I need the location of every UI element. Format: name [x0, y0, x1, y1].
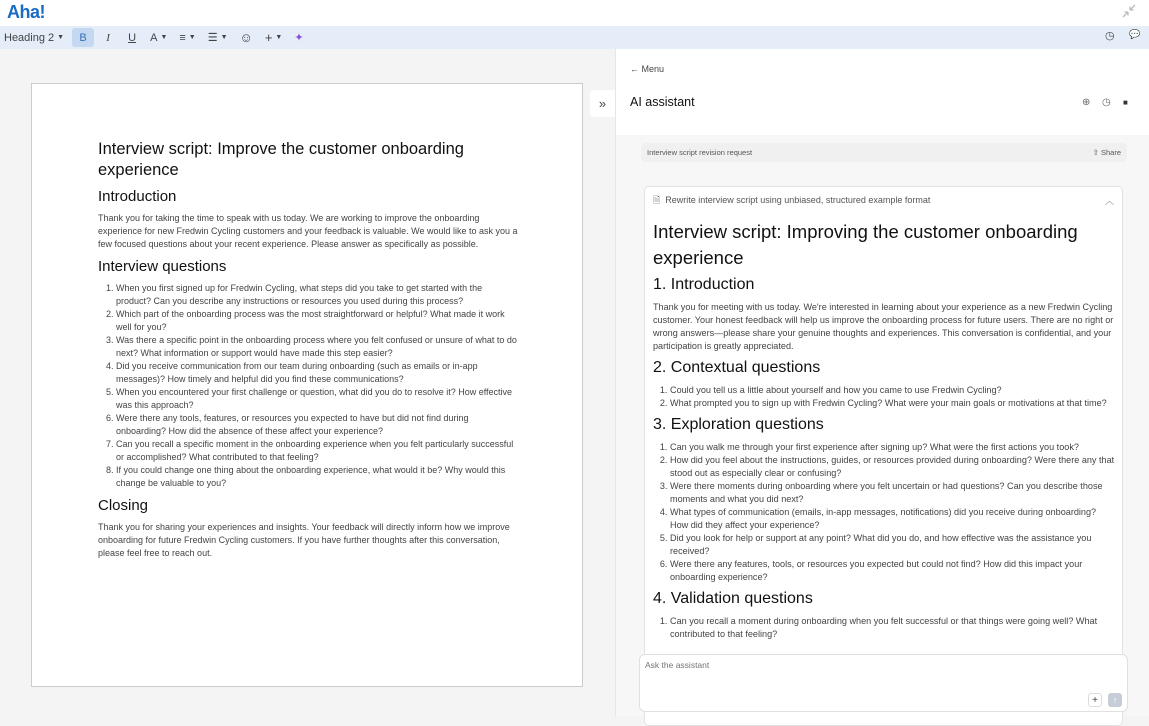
- list-item: 3. Was there a specific point in the onboarding process where you felt confused or unsure of what to do next? What information or support would have made this step easier?: [116, 334, 518, 360]
- collapse-icon[interactable]: [1122, 4, 1138, 20]
- aha-logo[interactable]: Aha!: [7, 2, 45, 22]
- assistant-header: [616, 49, 1149, 135]
- chevron-down-icon: ▼: [57, 34, 65, 41]
- validation-list: [653, 615, 1115, 641]
- ask-box: [639, 654, 1128, 712]
- chevron-down-icon: ▼: [160, 34, 168, 41]
- list-item: 3. Were there moments during onboarding where you felt uncertain or had questions? Can you describe those moments and what you did next?: [670, 480, 1115, 506]
- list-item: 7. Can you recall a specific moment in the onboarding experience when you felt particularly successful or accomplished? What contributed to that feeling?: [116, 438, 518, 464]
- response-title: Interview script: Improving the customer onboarding experience: [653, 221, 1078, 268]
- document-title: Interview script: Improve the customer onboarding experience: [98, 140, 464, 179]
- list-item: 1. When you first signed up for Fredwin Cycling, what steps did you take to get started with the product? Can you describe any instructions or resources you used during this process?: [116, 282, 518, 308]
- heading-introduction: 1. Introduction: [653, 276, 755, 293]
- intro-paragraph: Thank you for meeting with us today. We're interested in learning about your experience as a new Fredwin Cycling customer. Your honest feedback will help us improve the onboarding process for future users. There are no right or wrong answers—please share your genuine thoughts and experiences. This conversation is confidential, and your participation is greatly appreciated.: [653, 302, 1114, 351]
- heading-introduction: Introduction: [98, 188, 177, 205]
- assistant-title: AI assistant: [630, 95, 695, 109]
- list-item: 1. Can you recall a moment during onboarding when you felt successful or that things were going well? What contributed to that feeling?: [670, 615, 1115, 641]
- editor-toolbar: [0, 26, 1149, 49]
- list-icon: ☰: [207, 32, 218, 44]
- bold-button[interactable]: B: [72, 28, 94, 47]
- text-style-select[interactable]: [0, 28, 68, 47]
- list-item: 1. Can you walk me through your first experience after signing up? What were the first actions you took?: [670, 441, 1115, 454]
- chevron-down-icon: ▼: [188, 34, 196, 41]
- assistant-response-card: [644, 186, 1123, 726]
- document-icon: 🗎: [653, 194, 661, 205]
- list-button[interactable]: [204, 28, 232, 47]
- history-icon[interactable]: ◷: [1102, 97, 1111, 108]
- send-button[interactable]: ↑: [1108, 693, 1122, 707]
- heading-contextual: 2. Contextual questions: [653, 359, 821, 376]
- text-color-button[interactable]: [146, 28, 171, 47]
- heading-exploration: 3. Exploration questions: [653, 416, 824, 433]
- share-button[interactable]: ⇧ Share: [1092, 148, 1121, 157]
- top-bar: [0, 0, 1149, 26]
- align-button[interactable]: [175, 28, 199, 47]
- list-item: 4. What types of communication (emails, in-app messages, notifications) did you receive during onboarding? How did they affect your experience?: [670, 506, 1115, 532]
- text-color-icon: A: [150, 31, 158, 44]
- new-chat-icon[interactable]: ⊕: [1082, 97, 1091, 108]
- text-style-label: Heading 2: [4, 31, 55, 44]
- list-item: 2. Which part of the onboarding process was the most straightforward or helpful? What made it work well for you?: [116, 308, 518, 334]
- emoji-button[interactable]: ☺: [239, 30, 253, 45]
- expand-panel-button[interactable]: »: [590, 90, 615, 117]
- heading-interview-questions: Interview questions: [98, 258, 227, 275]
- list-item: 5. Did you look for help or support at any point? What did you do, and how effective was the assistance you received?: [670, 532, 1115, 558]
- menu-back-link[interactable]: ← Menu: [630, 64, 665, 74]
- heading-closing: Closing: [98, 497, 149, 514]
- list-item: 8. If you could change one thing about the onboarding experience, what would it be? Why would this change be valuable to you?: [116, 464, 518, 490]
- list-item: 2. What prompted you to sign up with Fredwin Cycling? What were your main goals or motivations at that time?: [670, 397, 1115, 410]
- history-icon[interactable]: ◷: [1105, 30, 1115, 42]
- chevron-down-icon: ▼: [220, 34, 228, 41]
- list-item: 1. Could you tell us a little about yourself and how you came to use Fredwin Cycling?: [670, 384, 1115, 397]
- stop-icon[interactable]: ■: [1123, 98, 1128, 107]
- contextual-list: [653, 384, 1115, 410]
- list-item: 4. Did you receive communication from our team during onboarding (such as emails or in-app messages)? How timely and helpful did you find these communications?: [116, 360, 518, 386]
- comments-icon[interactable]: 💬: [1129, 29, 1141, 39]
- document-content[interactable]: [98, 139, 518, 564]
- editor-area: [0, 49, 615, 716]
- response-content: [645, 219, 1123, 641]
- list-item: 6. Were there any tools, features, or resources you expected to have but did not find during onboarding? How did the absence of these affect your experience?: [116, 412, 518, 438]
- chevron-up-icon[interactable]: ︿: [1104, 196, 1114, 206]
- underline-button[interactable]: U: [128, 31, 137, 44]
- response-summary: Rewrite interview script using unbiased, structured example format: [665, 194, 931, 205]
- insert-button[interactable]: [261, 28, 287, 47]
- italic-button[interactable]: I: [106, 31, 110, 44]
- list-item: 6. Were there any features, tools, or resources you expected but could not find? How did this impact your onboarding experience?: [670, 558, 1115, 584]
- plus-icon: +: [264, 30, 273, 45]
- align-icon: ≡: [179, 31, 186, 44]
- intro-paragraph: Thank you for taking the time to speak with us today. We are working to improve the onboarding experience for new Fredwin Cycling customers and your feedback is valuable. We would like to ask you a few focused questions about your recent experience. Please answer as specifically as possible.: [98, 213, 518, 249]
- heading-validation: 4. Validation questions: [653, 590, 813, 607]
- list-item: 2. How did you feel about the instructions, guides, or resources provided during onboarding? Were there any that stood out as especially clear or confusing?: [670, 454, 1115, 480]
- closing-paragraph: Thank you for sharing your experiences and insights. Your feedback will directly inform how we improve onboarding for future Fredwin Cycling customers. If you have further thoughts after this conversation, please feel free to reach out.: [98, 522, 510, 558]
- attach-button[interactable]: +: [1088, 693, 1102, 707]
- conversation-title: Interview script revision request: [647, 148, 753, 157]
- response-header[interactable]: [645, 187, 1122, 214]
- ask-assistant-input[interactable]: [645, 660, 1045, 670]
- chevron-down-icon: ▼: [275, 34, 283, 41]
- document-page[interactable]: [31, 83, 583, 687]
- conversation-title-bar: [641, 143, 1127, 162]
- questions-list: [98, 282, 518, 490]
- ai-assistant-panel: [615, 49, 1149, 716]
- list-item: 5. When you encountered your first challenge or question, what did you do to resolve it? How effective was this approach?: [116, 386, 518, 412]
- exploration-list: [653, 441, 1115, 584]
- ai-sparkle-button[interactable]: ✦: [294, 32, 304, 44]
